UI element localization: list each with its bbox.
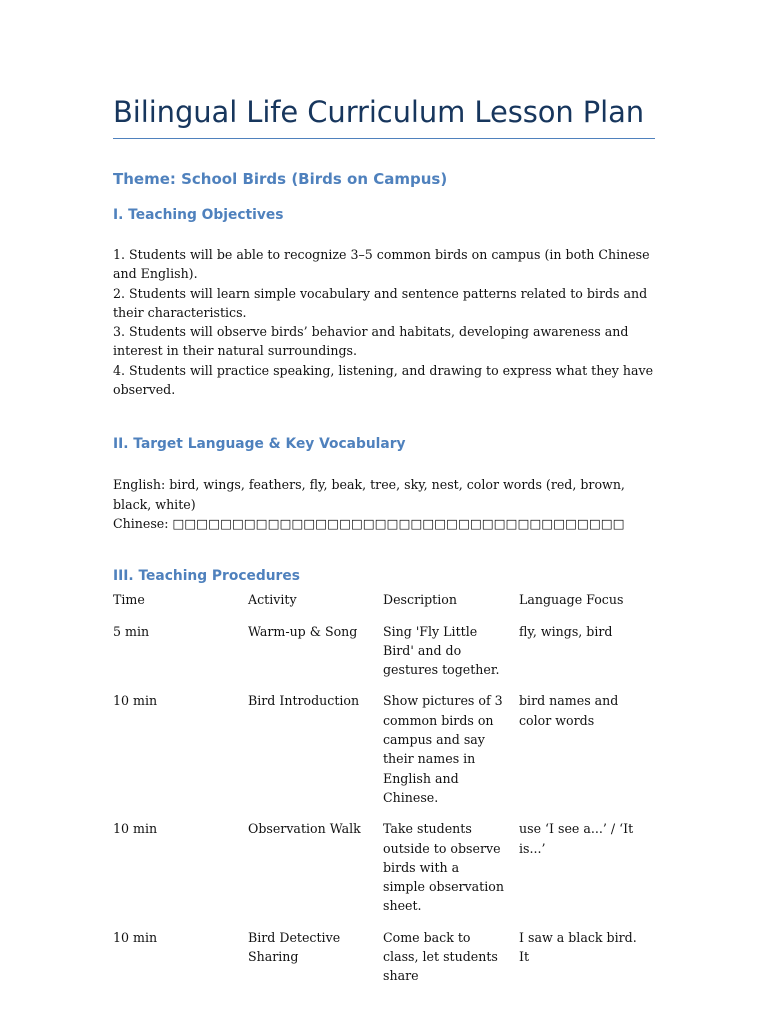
table-header-row <box>113 586 655 621</box>
cell-time: 10 min <box>113 929 158 945</box>
column-header-language-focus: Language Focus <box>519 592 624 608</box>
table-row <box>113 819 655 927</box>
objective-item: 2. Students will learn simple vocabulary and sentence patterns related to birds and their characteristics. <box>113 285 648 320</box>
cell-activity: Warm-up & Song <box>248 623 358 639</box>
cell-description: Take students outside to observe birds with a simple observation sheet. <box>383 821 504 914</box>
table-row <box>113 622 655 692</box>
cell-language-focus: I saw a black bird. It <box>519 929 637 965</box>
cell-description: Show pictures of 3 common birds on campus and say their names in English and Chinese. <box>383 693 503 805</box>
cell-activity: Bird Introduction <box>248 693 360 709</box>
cell-time: 5 min <box>113 623 150 639</box>
procedures-heading: III. Teaching Procedures <box>113 568 300 585</box>
cell-activity: Bird Detective Sharing <box>248 929 341 965</box>
objectives-heading: I. Teaching Objectives <box>113 207 284 223</box>
column-header-activity: Activity <box>248 592 297 608</box>
vocabulary-block <box>113 475 655 533</box>
document-page <box>113 92 655 998</box>
cell-time: 10 min <box>113 821 158 837</box>
cell-language-focus: fly, wings, bird <box>519 623 613 639</box>
cell-description: Sing 'Fly Little Bird' and do gestures together. <box>383 623 500 678</box>
cell-language-focus: use ‘I see a...’ / ‘It is...’ <box>519 821 634 856</box>
cell-activity: Observation Walk <box>248 821 361 837</box>
table-row <box>113 928 655 998</box>
column-header-description: Description <box>383 592 457 608</box>
chinese-vocabulary: Chinese: □□□□□□□□□□□□□□□□□□□□□□□□□□□□□□□□□□□□□□ <box>113 515 625 531</box>
column-header-time: Time <box>113 592 145 608</box>
objective-item: 4. Students will practice speaking, listening, and drawing to express what they have observed. <box>113 362 654 398</box>
procedures-table <box>113 586 655 997</box>
cell-description: Come back to class, let students share <box>383 929 498 984</box>
objective-item: 1. Students will be able to recognize 3–5 common birds on campus (in both Chinese and English). <box>113 247 650 282</box>
vocabulary-heading: II. Target Language & Key Vocabulary <box>113 436 406 453</box>
cell-time: 10 min <box>113 693 158 709</box>
objective-item: 3. Students will observe birds’ behavior and habitats, developing awareness and interest in their natural surroundings. <box>113 324 629 359</box>
document-title: Bilingual Life Curriculum Lesson Plan <box>113 92 655 139</box>
objectives-list <box>113 245 655 399</box>
english-vocabulary: English: bird, wings, feathers, fly, beak, tree, sky, nest, color words (red, brown, black, white) <box>113 477 625 512</box>
cell-language-focus: bird names and color words <box>519 693 619 728</box>
table-row <box>113 691 655 819</box>
theme-heading: Theme: School Birds (Birds on Campus) <box>113 170 448 188</box>
